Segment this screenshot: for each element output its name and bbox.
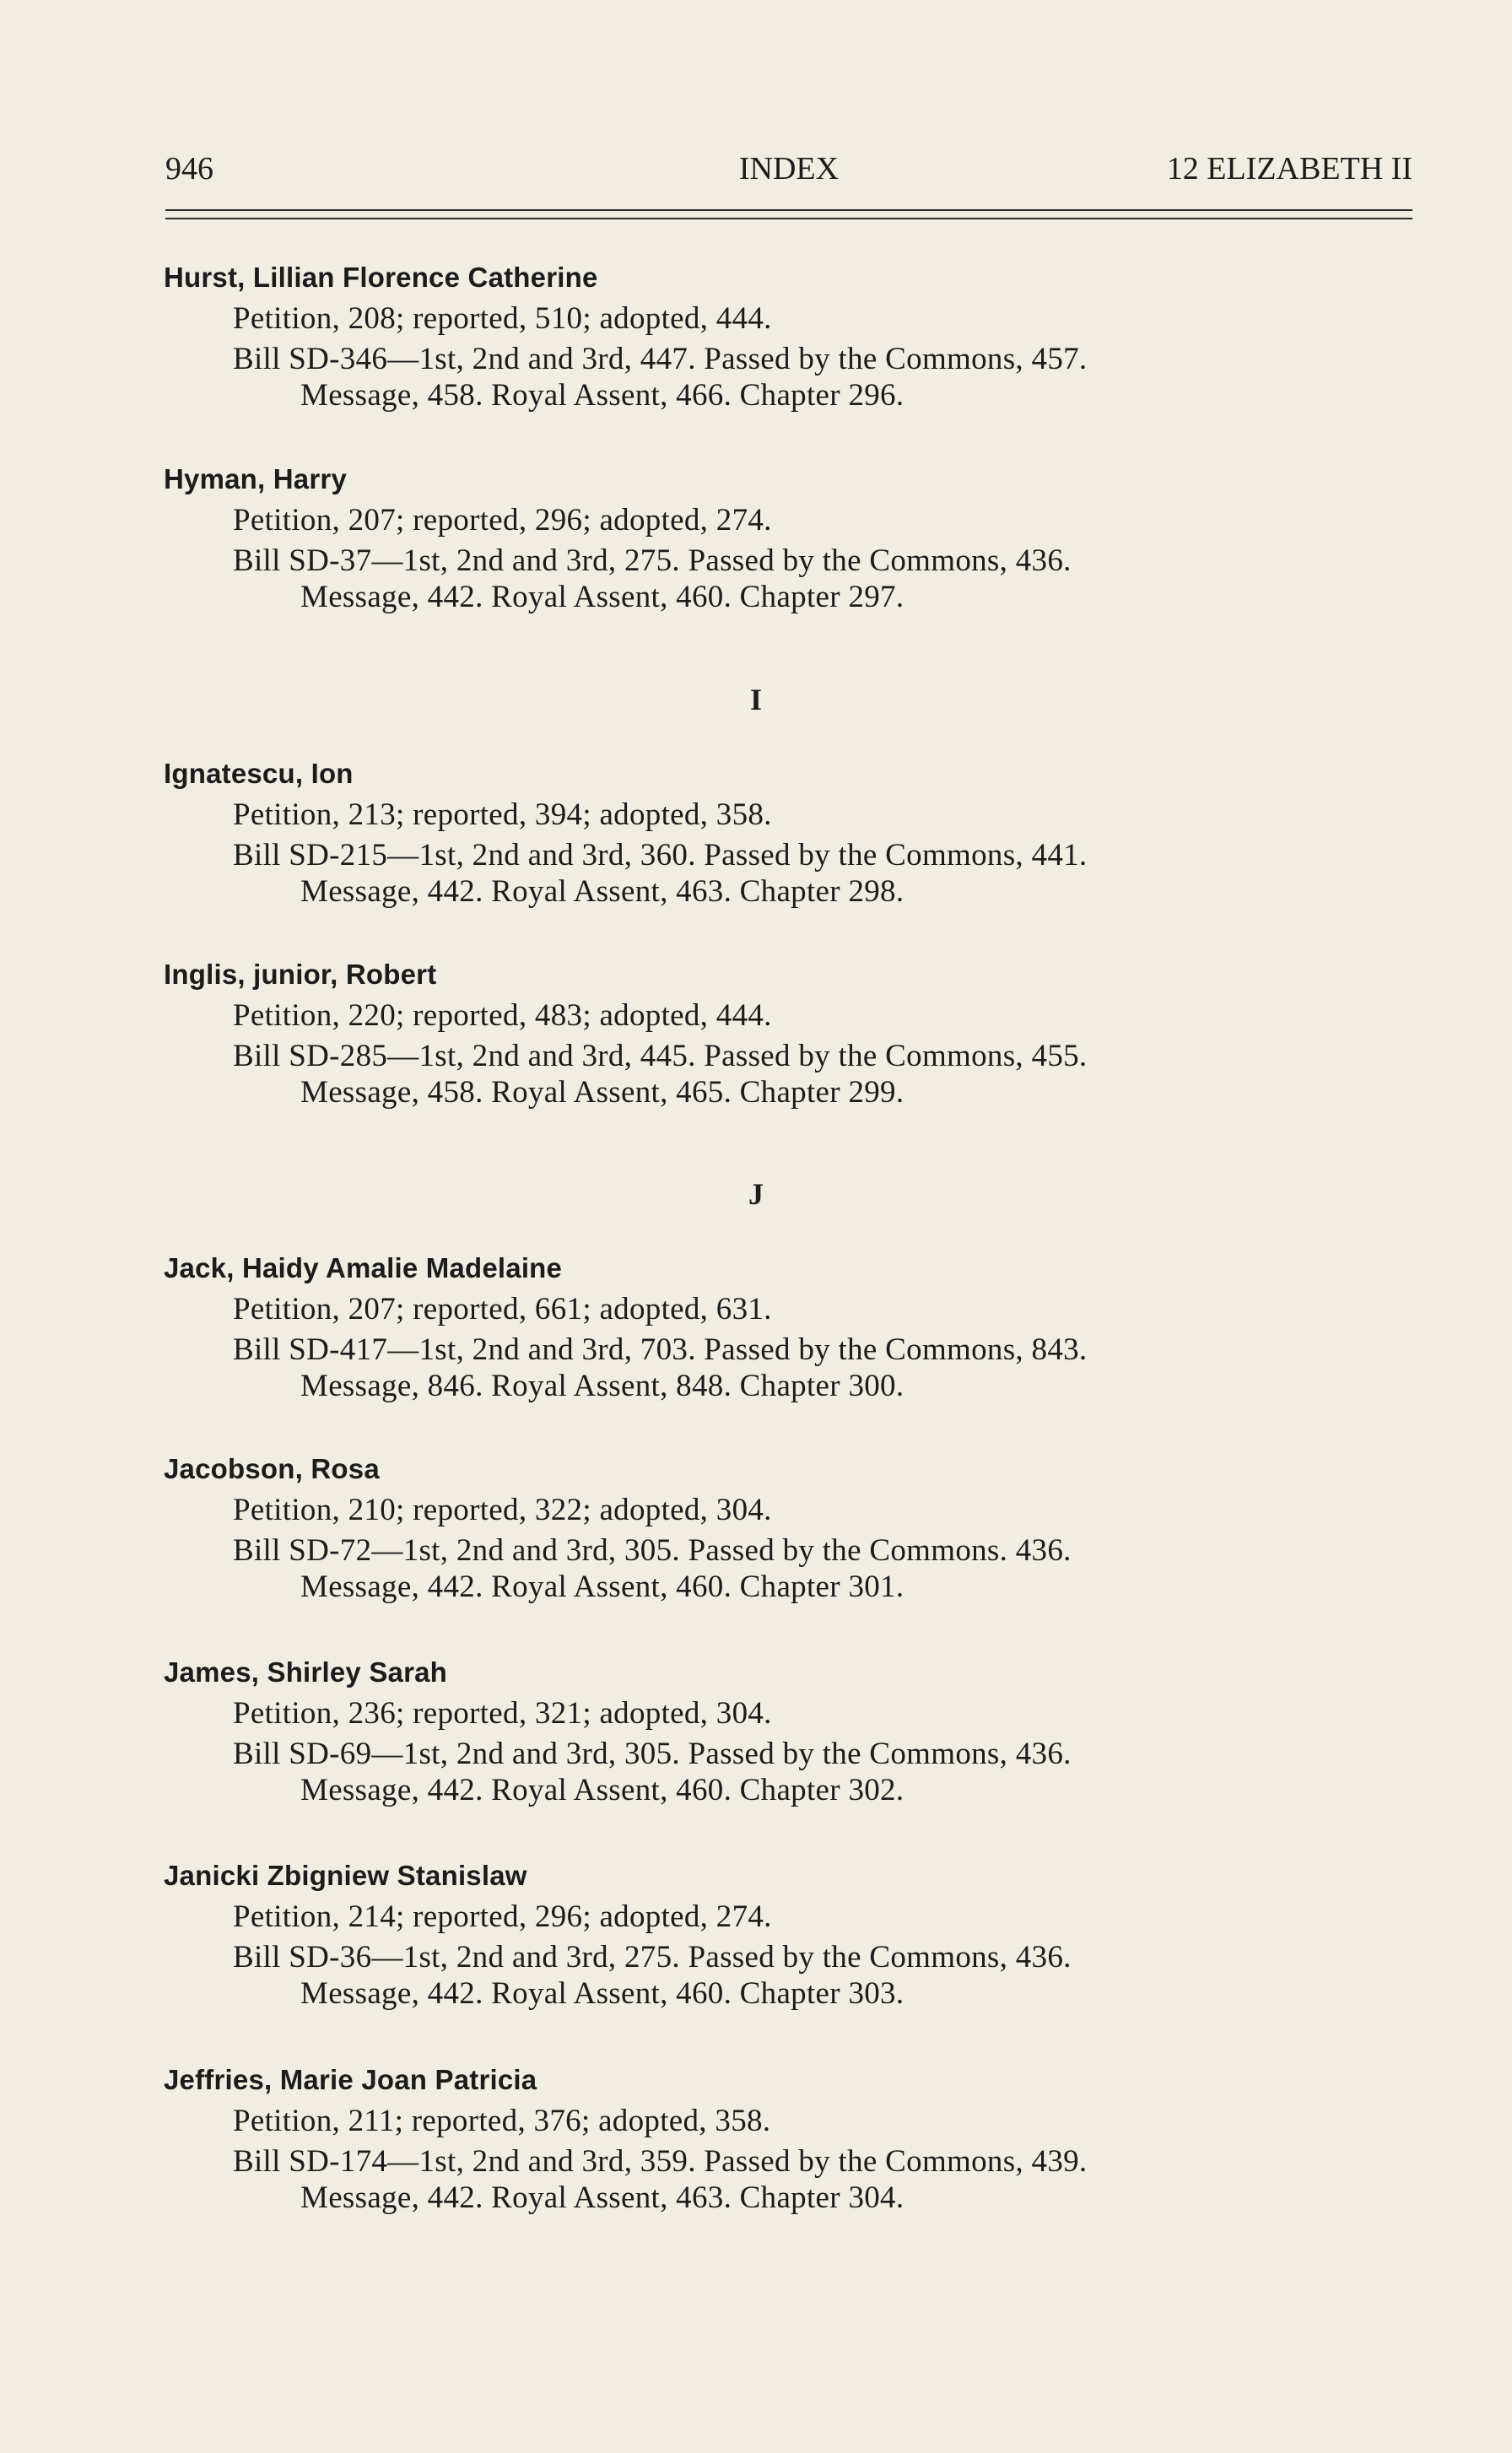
entry-message: Message, 442. Royal Assent, 460. Chapter 303. bbox=[300, 1976, 904, 2011]
entry-bill: Bill SD-36—1st, 2nd and 3rd, 275. Passed by the Commons, 436. bbox=[233, 1940, 1072, 1975]
entry-petition: Petition, 213; reported, 394; adopted, 358. bbox=[233, 797, 772, 832]
entry-name: Hurst, Lillian Florence Catherine bbox=[164, 262, 598, 293]
entry-message: Message, 458. Royal Assent, 466. Chapter 296. bbox=[300, 378, 904, 413]
entry-message: Message, 846. Royal Assent, 848. Chapter 300. bbox=[300, 1369, 904, 1403]
entry-message: Message, 442. Royal Assent, 460. Chapter 302. bbox=[300, 1773, 904, 1807]
entry-bill: Bill SD-346—1st, 2nd and 3rd, 447. Passed by the Commons, 457. bbox=[233, 342, 1088, 376]
header-rule-bottom bbox=[165, 218, 1412, 219]
entry-petition: Petition, 208; reported, 510; adopted, 444. bbox=[233, 301, 772, 336]
entry-bill: Bill SD-72—1st, 2nd and 3rd, 305. Passed by the Commons. 436. bbox=[233, 1533, 1072, 1568]
entry-name: Jack, Haidy Amalie Madelaine bbox=[164, 1252, 563, 1283]
entry-bill: Bill SD-37—1st, 2nd and 3rd, 275. Passed by the Commons, 436. bbox=[233, 543, 1072, 578]
entry-name: James, Shirley Sarah bbox=[164, 1656, 448, 1688]
entry-message: Message, 442. Royal Assent, 460. Chapter 297. bbox=[300, 580, 904, 614]
entry-name: Hyman, Harry bbox=[164, 463, 347, 494]
entry-name: Inglis, junior, Robert bbox=[164, 959, 437, 990]
header-rule-top bbox=[165, 209, 1412, 211]
page-title: INDEX bbox=[738, 151, 840, 186]
entry-message: Message, 442. Royal Assent, 463. Chapter 298. bbox=[300, 874, 904, 909]
entry-message: Message, 442. Royal Assent, 463. Chapter 304. bbox=[300, 2180, 904, 2215]
entry-bill: Bill SD-417—1st, 2nd and 3rd, 703. Passed by the Commons, 843. bbox=[233, 1332, 1088, 1367]
entry-petition: Petition, 207; reported, 296; adopted, 274. bbox=[233, 503, 772, 538]
entry-petition: Petition, 220; reported, 483; adopted, 444. bbox=[233, 998, 772, 1033]
entry-message: Message, 458. Royal Assent, 465. Chapter 299. bbox=[300, 1075, 904, 1110]
entry-petition: Petition, 210; reported, 322; adopted, 304. bbox=[233, 1493, 772, 1527]
page-header bbox=[165, 150, 1412, 192]
section-letter-j: J bbox=[748, 1177, 764, 1211]
entry-petition: Petition, 236; reported, 321; adopted, 304. bbox=[233, 1696, 772, 1731]
entry-petition: Petition, 207; reported, 661; adopted, 631. bbox=[233, 1292, 772, 1326]
page-number: 946 bbox=[165, 151, 213, 186]
entry-name: Jacobson, Rosa bbox=[164, 1453, 380, 1484]
entry-bill: Bill SD-285—1st, 2nd and 3rd, 445. Passed by the Commons, 455. bbox=[233, 1039, 1088, 1073]
entry-petition: Petition, 211; reported, 376; adopted, 358. bbox=[233, 2104, 771, 2138]
entry-message: Message, 442. Royal Assent, 460. Chapter 301. bbox=[300, 1570, 904, 1604]
entry-bill: Bill SD-69—1st, 2nd and 3rd, 305. Passed by the Commons, 436. bbox=[233, 1737, 1072, 1771]
entry-bill: Bill SD-174—1st, 2nd and 3rd, 359. Passed by the Commons, 439. bbox=[233, 2144, 1088, 2179]
entry-petition: Petition, 214; reported, 296; adopted, 274. bbox=[233, 1899, 772, 1934]
entry-bill: Bill SD-215—1st, 2nd and 3rd, 360. Passed by the Commons, 441. bbox=[233, 838, 1088, 873]
entry-name: Janicki Zbigniew Stanislaw bbox=[164, 1860, 527, 1891]
entry-name: Jeffries, Marie Joan Patricia bbox=[164, 2064, 537, 2095]
reign-label: 12 ELIZABETH II bbox=[1166, 151, 1412, 186]
section-letter-i: I bbox=[749, 683, 762, 716]
entry-name: Ignatescu, Ion bbox=[164, 758, 354, 789]
